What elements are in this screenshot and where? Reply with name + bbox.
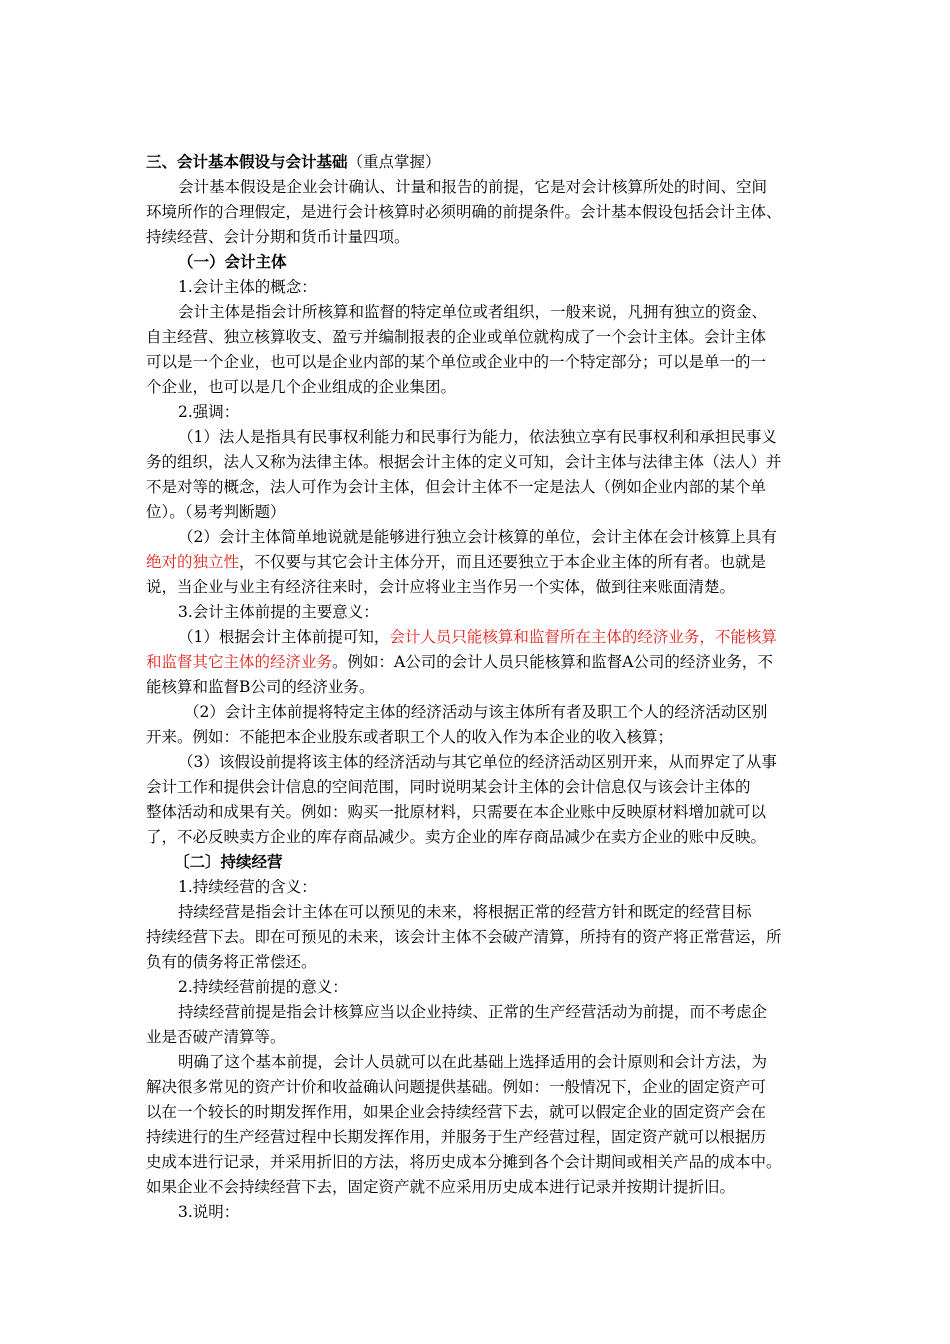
paragraph-line: 持续经营是指会计主体在可以预见的未来，将根据正常的经营方针和既定的经营目标 [178,903,752,921]
paragraph-line: 会计基本假设是企业会计确认、计量和报告的前提，它是对会计核算所处的时间、空间 [178,178,768,196]
item-label: 3.说明： [178,1203,240,1221]
paragraph-line: （2）会计主体简单地说就是能够进行独立会计核算的单位，会计主体在会计核算上具有 [178,528,777,546]
paragraph-line: 可以是一个企业，也可以是企业内部的某个单位或企业中的一个特定部分；可以是单一的一 [146,353,767,371]
paragraph-line: 位）。（易考判断题） [146,503,286,521]
paragraph-line: （3）该假设前提将该主体的经济活动与其它单位的经济活动区别开来，从而界定了从事 [178,753,777,771]
paragraph-line: 持续经营下去。即在可预见的未来，该会计主体不会破产清算，所持有的资产将正常营运，所 [146,928,782,946]
paragraph-line: 整体活动和成果有关。例如：购买一批原材料，只需要在本企业账中反映原材料增加就可以 [146,803,767,821]
paragraph-line: 务的组织，法人又称为法律主体。根据会计主体的定义可知，会计主体与法律主体（法人）并 [146,453,782,471]
paragraph-line: 如果企业不会持续经营下去，固定资产就不应采用历史成本进行记录并按期计提折旧。 [146,1178,736,1196]
item-label: 3.会计主体前提的主要意义： [178,603,379,621]
paragraph-line: 自主经营、独立核算收支、盈亏并编制报表的企业或单位就构成了一个会计主体。会计主体 [146,328,767,346]
paragraph-line: 会计主体是指会计所核算和监督的特定单位或者组织，一般来说，凡拥有独立的资金、 [178,303,768,321]
paragraph-line: 持续经营、会计分期和货币计量四项。 [146,228,410,246]
paragraph-line: 持续进行的生产经营过程中长期发挥作用，并服务于生产经营过程，固定资产就可以根据历 [146,1128,767,1146]
text-span: ，不仅要与其它会计主体分开，而且还要独立于本企业主体的所有者。也就是 [239,553,767,571]
paragraph-line [0,625,950,649]
paragraph-line: 明确了这个基本前提，会计人员就可以在此基础上选择适用的会计原则和会计方法，为 [178,1053,768,1071]
paragraph-line: 说，当企业与业主有经济往来时，会计应将业主当作另一个实体，做到往来账面清楚。 [146,578,736,596]
paragraph-line: 了，不必反映卖方企业的库存商品减少。卖方企业的库存商品减少在卖方企业的账中反映。 [146,828,767,846]
paragraph-line: （1）法人是指具有民事权利能力和民事行为能力，依法独立享有民事权利和承担民事义 [178,428,777,446]
highlighted-text: 和监督其它主体的经济业务 [146,653,333,671]
text-span: 。例如：A公司的会计人员只能核算和监督A公司的经济业务，不 [332,653,773,671]
paragraph-line: 不是对等的概念，法人可作为会计主体，但会计主体不一定是法人（例如企业内部的某个单 [146,478,767,496]
text-span: （1）根据会计主体前提可知， [178,628,390,646]
section-note: （重点掌握） [347,153,441,171]
paragraph-line: 个企业，也可以是几个企业组成的企业集团。 [146,378,457,396]
paragraph-line: 会计工作和提供会计信息的空间范围，同时说明某会计主体的会计信息仅与该会计主体的 [146,778,751,796]
paragraph-line: 环境所作的合理假定，是进行会计核算时必须明确的前提条件。会计基本假设包括会计主体、 [146,203,782,221]
item-label: 1.持续经营的含义： [178,878,317,896]
paragraph-line: 解决很多常见的资产计价和收益确认问题提供基础。例如：一般情况下，企业的固定资产可 [146,1078,767,1096]
paragraph-line [0,650,950,674]
subheading-accounting-entity: （一）会计主体 [178,252,287,271]
item-label: 1.会计主体的概念： [178,278,317,296]
highlighted-text: 会计人员只能核算和监督所在主体的经济业务，不能核算 [389,628,777,646]
paragraph-line: 以在一个较长的时期发挥作用，如果企业会持续经营下去，就可以假定企业的固定资产会在 [146,1103,767,1121]
subheading-going-concern: 〔二〕持续经营 [174,852,283,871]
item-label: 2.强调： [178,403,240,421]
paragraph-line: （2）会计主体前提将特定主体的经济活动与该主体所有者及职工个人的经济活动区别 [184,703,768,721]
section-heading [0,150,950,174]
paragraph-line: 业是否破产清算等。 [146,1028,286,1046]
paragraph-line: 持续经营前提是指会计核算应当以企业持续、正常的生产经营活动为前提，而不考虑企 [178,1003,768,1021]
paragraph-line: 能核算和监督B公司的经济业务。 [146,678,375,696]
paragraph-line: 史成本进行记录，并采用折旧的方法，将历史成本分摊到各个会计期间或相关产品的成本中。 [146,1153,782,1171]
paragraph-line: 开来。例如：不能把本企业股东或者职工个人的收入作为本企业的收入核算； [146,728,674,746]
section-title: 三、会计基本假设与会计基础 [146,152,348,171]
paragraph-line [0,550,950,574]
highlighted-text: 绝对的独立性 [146,553,240,571]
paragraph-line: 负有的债务将正常偿还。 [146,953,317,971]
item-label: 2.持续经营前提的意义： [178,978,348,996]
